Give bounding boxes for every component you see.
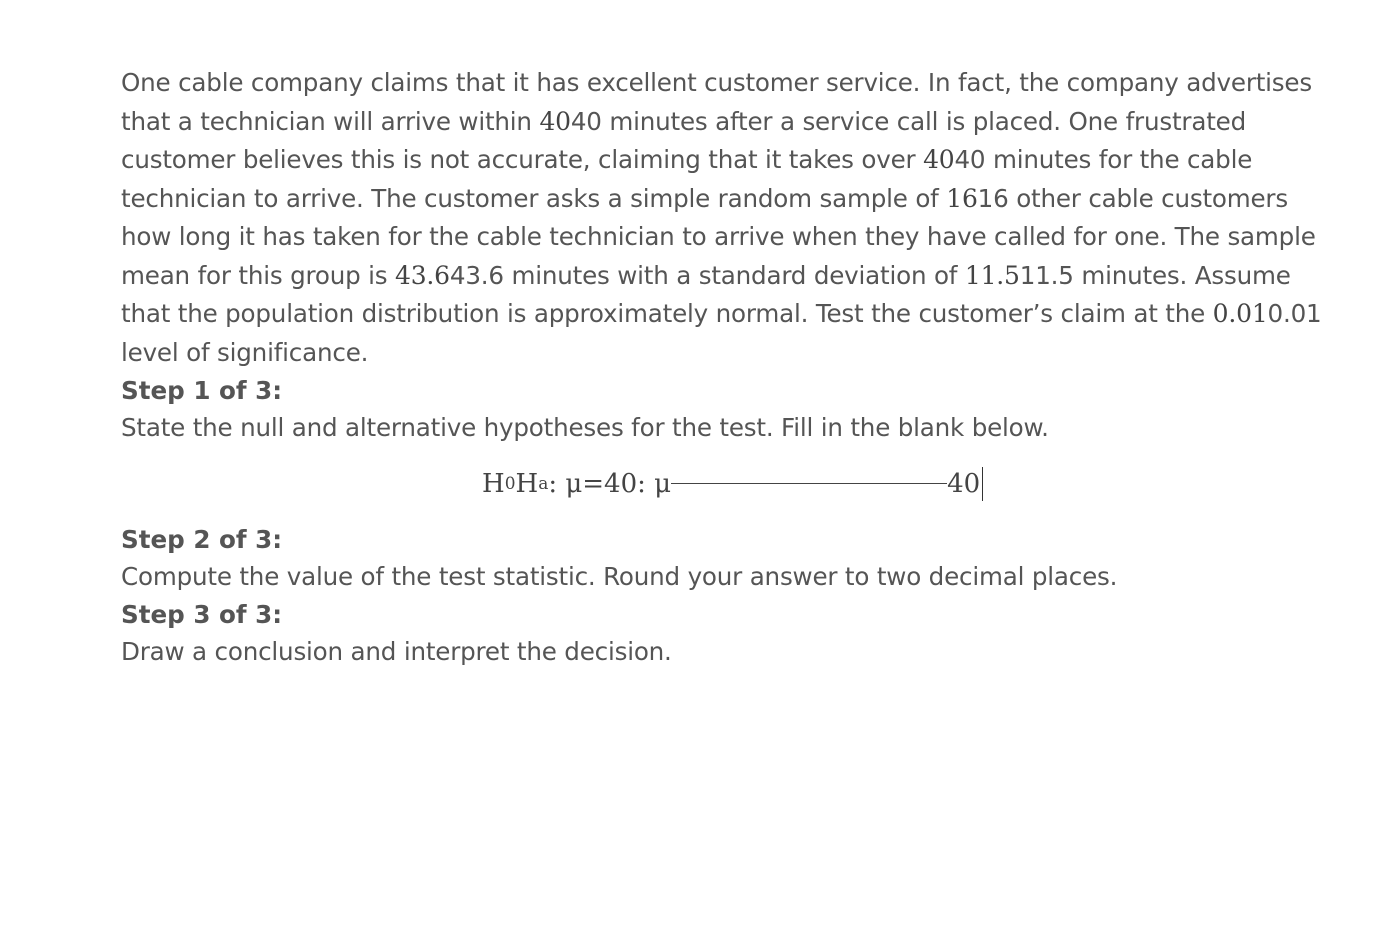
- hypotheses-row: [121, 447, 1341, 521]
- problem-text-6: minutes. Assume that the population distribution is approximately normal. Test the customer’s claim at the: [121, 260, 1291, 328]
- problem-text-4: other cable customers how long it has taken for the cable technician to arrive when they have called for one. The sample mean for this group is: [121, 183, 1316, 290]
- problem-text-7: level of significance.: [121, 337, 369, 367]
- text-value: 16: [977, 183, 1009, 213]
- step-1-instructions: State the null and alternative hypotheses for the test. Fill in the blank below.: [121, 413, 1049, 442]
- math-value: 0.01: [1212, 299, 1268, 328]
- problem-text-3: minutes for the cable technician to arrive. The customer asks a simple random sample of: [121, 145, 1253, 213]
- text-value: 40: [570, 106, 602, 136]
- problem-text-1: One cable company claims that it has excellent customer service. In fact, the company advertises that a technician will arrive within: [121, 68, 1312, 136]
- text-cursor: [982, 467, 983, 501]
- problem-content: [121, 64, 1341, 671]
- text-value: 43.6: [449, 260, 504, 290]
- blank-input-line[interactable]: [671, 482, 947, 484]
- problem-statement: [121, 64, 1341, 372]
- text-value: 0.01: [1267, 299, 1322, 328]
- math-value: 16: [946, 183, 978, 213]
- step-1-title: Step 1 of 3:: [121, 376, 283, 405]
- h-subscript-0: 0: [504, 474, 516, 494]
- h-symbol: H: [515, 469, 539, 499]
- step-3-title: Step 3 of 3:: [121, 600, 283, 629]
- math-value: 40: [539, 106, 571, 136]
- math-value: 40: [923, 145, 955, 174]
- hypothesis-value: 40: [947, 469, 981, 499]
- problem-text-5: minutes with a standard deviation of: [503, 260, 965, 290]
- math-value: 11.5: [964, 260, 1020, 290]
- step-3-instructions: Draw a conclusion and interpret the decision.: [121, 637, 672, 666]
- hypotheses-mu-text: : μ=40: μ: [548, 469, 672, 499]
- step-2-instructions: Compute the value of the test statistic. Round your answer to two decimal places.: [121, 562, 1118, 591]
- step-2-title: Step 2 of 3:: [121, 525, 283, 554]
- problem-text-2: minutes after a service call is placed. One frustrated customer believes this is not accurate, claiming that it takes over: [121, 106, 1246, 174]
- math-value: 43.6: [395, 260, 450, 290]
- h-subscript-a: a: [538, 474, 549, 494]
- h-symbol: H: [482, 469, 505, 499]
- text-value: 11.5: [1019, 260, 1074, 290]
- text-value: 40: [954, 145, 986, 174]
- hypotheses-expression: [482, 467, 983, 501]
